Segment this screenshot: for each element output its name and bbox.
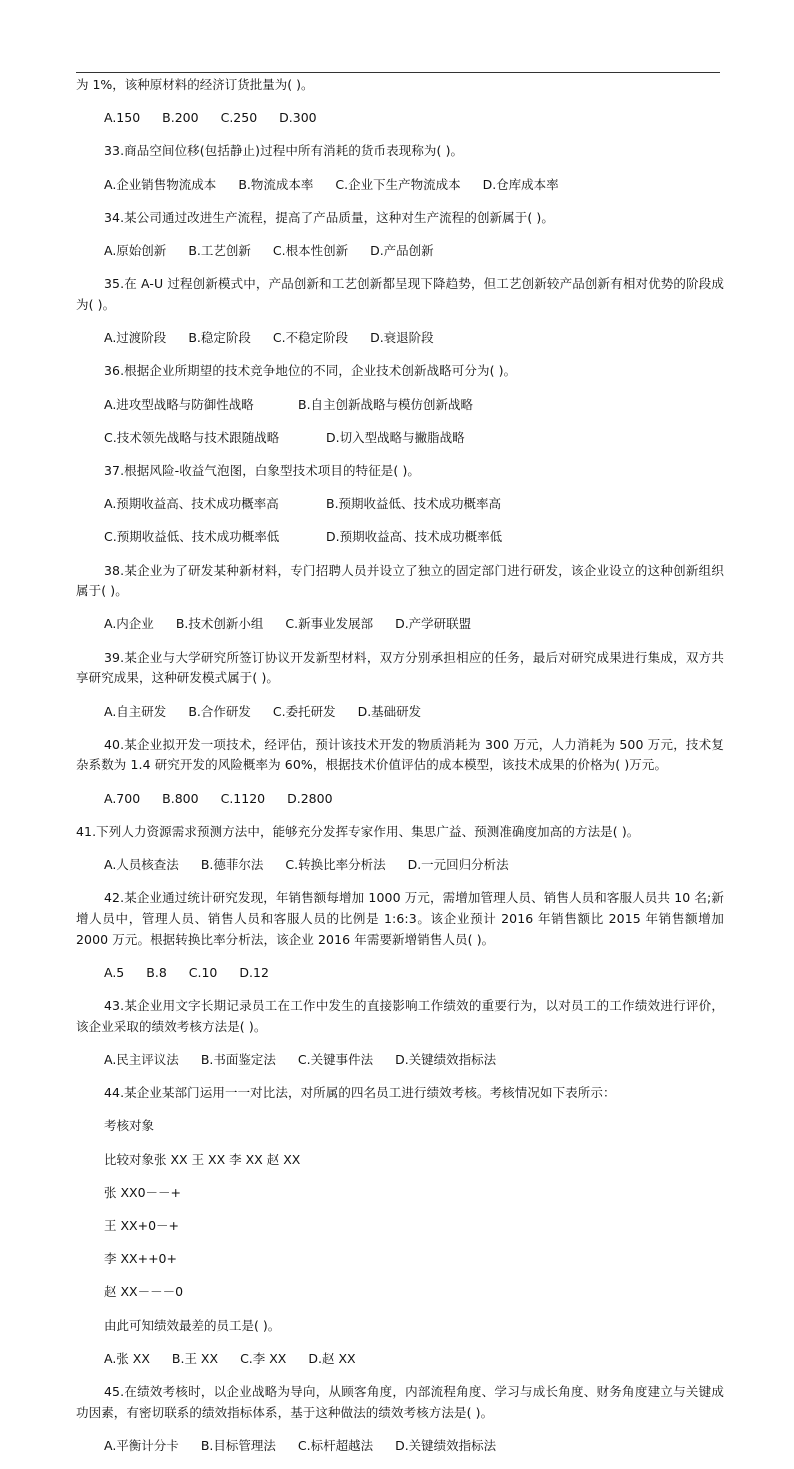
options-42 — [76, 963, 724, 984]
option: B.自主创新战略与模仿创新战略 — [298, 396, 474, 412]
options-34 — [76, 241, 724, 262]
options-36-row2 — [76, 428, 724, 449]
options-37-row2 — [76, 527, 724, 548]
option: B.王 XX — [171, 1350, 219, 1366]
options-35 — [76, 328, 724, 349]
option: D.产学研联盟 — [395, 616, 472, 632]
option: C.新事业发展部 — [285, 616, 374, 632]
option: A.150 — [104, 110, 141, 126]
option: A.内企业 — [104, 616, 154, 632]
document-body — [76, 75, 724, 1469]
question-45: 45.在绩效考核时，以企业战略为导向，从顾客角度，内部流程角度、学习与成长角度、财务角度建立与关键成功因素，有密切联系的绩效指标体系，基于这种做法的绩效考核方法是( )。 — [76, 1384, 724, 1420]
options-44 — [76, 1349, 724, 1370]
question-32-tail: 为 1%，该种原材料的经济订货批量为( )。 — [76, 77, 314, 92]
option: D.12 — [239, 964, 269, 980]
option: A.企业销售物流成本 — [104, 176, 217, 192]
question-33: 33.商品空间位移(包括静止)过程中所有消耗的货币表现称为( )。 — [104, 143, 464, 159]
option: C.10 — [188, 964, 218, 980]
options-41 — [76, 855, 724, 876]
option: D.切入型战略与撇脂战略 — [326, 429, 465, 445]
option: C.不稳定阶段 — [272, 330, 349, 346]
option: B.合作研发 — [188, 703, 251, 719]
option: C.关键事件法 — [297, 1052, 374, 1067]
option: B.工艺创新 — [188, 243, 251, 259]
option: D.一元回归分析法 — [407, 857, 509, 873]
option: B.200 — [162, 110, 199, 126]
options-38 — [76, 614, 724, 635]
option: B.书面鉴定法 — [200, 1052, 276, 1067]
header-rule — [76, 72, 720, 73]
option: C.预期收益低、技术成功概率低 — [104, 529, 280, 545]
option: D.基础研发 — [357, 703, 422, 719]
option: C.1120 — [220, 790, 266, 806]
options-43 — [76, 1050, 724, 1071]
option: A.过渡阶段 — [104, 330, 167, 346]
question-43: 43.某企业用文字长期记录员工在工作中发生的直接影响工作绩效的重要行为，以对员工的工作绩效进行评价，该企业采取的绩效考核方法是( )。 — [76, 998, 724, 1034]
option: D.仓库成本率 — [482, 176, 559, 192]
option: C.标杆超越法 — [297, 1437, 374, 1453]
option: C.李 XX — [240, 1350, 287, 1366]
option: A.700 — [104, 790, 141, 806]
question-40: 40.某企业拟开发一项技术，经评估，预计该技术开发的物质消耗为 300 万元，人力消耗为 500 万元，技术复杂系数为 1.4 研究开发的风险概率为 60%，根据技术价值评估的成本模型，该技术成果的价格为( )万元。 — [76, 736, 724, 773]
option: D.衰退阶段 — [370, 330, 434, 346]
options-32 — [76, 108, 724, 129]
option: B.稳定阶段 — [188, 330, 251, 346]
option: C.委托研发 — [272, 703, 336, 719]
table-header-row: 比较对象张 XX 王 XX 李 XX 赵 XX — [104, 1151, 301, 1167]
question-34: 34.某公司通过改进生产流程，提高了产品质量，这种对生产流程的创新属于( )。 — [104, 209, 555, 225]
option: A.自主研发 — [104, 703, 167, 719]
question-37: 37.根据风险-收益气泡图，白象型技术项目的特征是( )。 — [104, 462, 421, 478]
options-33 — [76, 175, 724, 196]
question-41: 41.下列人力资源需求预测方法中，能够充分发挥专家作用、集思广益、预测准确度加高的方法是( )。 — [76, 823, 640, 839]
option: D.赵 XX — [308, 1350, 356, 1366]
options-45 — [76, 1436, 724, 1457]
option: A.预期收益高、技术成功概率高 — [104, 496, 279, 512]
table-row: 王 XX+0－+ — [104, 1218, 180, 1234]
options-40 — [76, 789, 724, 810]
options-36-row1 — [76, 395, 724, 416]
option: B.物流成本率 — [238, 176, 314, 192]
option: A.张 XX — [104, 1350, 150, 1366]
option: A.平衡计分卡 — [104, 1437, 179, 1453]
option: B.德菲尔法 — [200, 857, 264, 873]
option: B.技术创新小组 — [175, 616, 264, 632]
option: A.民主评议法 — [104, 1052, 179, 1067]
option: C.250 — [220, 110, 258, 126]
table-row: 赵 XX－－－0 — [104, 1284, 184, 1300]
option: B.预期收益低、技术成功概率高 — [326, 496, 502, 512]
table-caption: 考核对象 — [104, 1118, 155, 1134]
options-39 — [76, 702, 724, 723]
option: D.关键绩效指标法 — [395, 1052, 497, 1067]
question-44-stem: 由此可知绩效最差的员工是( )。 — [104, 1317, 281, 1333]
table-row: 张 XX0－－+ — [104, 1184, 182, 1200]
question-35: 35.在 A-U 过程创新模式中，产品创新和工艺创新都呈现下降趋势，但工艺创新较产品创新有相对优势的阶段成为( )。 — [76, 276, 724, 312]
question-42: 42.某企业通过统计研究发现，年销售额每增加 1000 万元，需增加管理人员、销售人员和客服人员共 10 名;新增人员中，管理人员、销售人员和客服人员的比例是 1:6:3。该企业预计 2016 年销售额比 2015 年销售额增加 2000 万元。根据转换比率分析法，该企业 2016 年需要新增销售人员( )。 — [76, 890, 724, 947]
question-44: 44.某企业某部门运用一一对比法，对所属的四名员工进行绩效考核。考核情况如下表所示： — [104, 1085, 616, 1101]
option: D.2800 — [287, 790, 333, 806]
question-39: 39.某企业与大学研究所签订协议开发新型材料，双方分别承担相应的任务，最后对研究成果进行集成，双方共享研究成果，这种研发模式属于( )。 — [76, 649, 724, 686]
option: A.5 — [104, 964, 125, 980]
option: B.目标管理法 — [200, 1437, 276, 1453]
option: C.转换比率分析法 — [285, 857, 386, 873]
question-36: 36.根据企业所期望的技术竞争地位的不同，企业技术创新战略可分为( )。 — [104, 363, 517, 379]
option: A.人员核查法 — [104, 857, 179, 873]
option: A.进攻型战略与防御性战略 — [104, 396, 254, 412]
option: B.800 — [162, 790, 199, 806]
option: C.企业下生产物流成本 — [335, 176, 461, 192]
option: D.300 — [279, 110, 317, 126]
option: B.8 — [146, 964, 167, 980]
option: D.预期收益高、技术成功概率低 — [326, 529, 503, 545]
option: C.技术领先战略与技术跟随战略 — [104, 429, 280, 445]
option: A.原始创新 — [104, 243, 167, 259]
question-38: 38.某企业为了研发某种新材料，专门招聘人员并设立了独立的固定部门进行研发，该企业设立的这种创新组织属于( )。 — [76, 562, 724, 599]
option: D.产品创新 — [370, 243, 434, 259]
table-row: 李 XX++0+ — [104, 1251, 177, 1267]
option: D.关键绩效指标法 — [395, 1437, 497, 1453]
options-37-row1 — [76, 494, 724, 515]
option: C.根本性创新 — [272, 243, 349, 259]
